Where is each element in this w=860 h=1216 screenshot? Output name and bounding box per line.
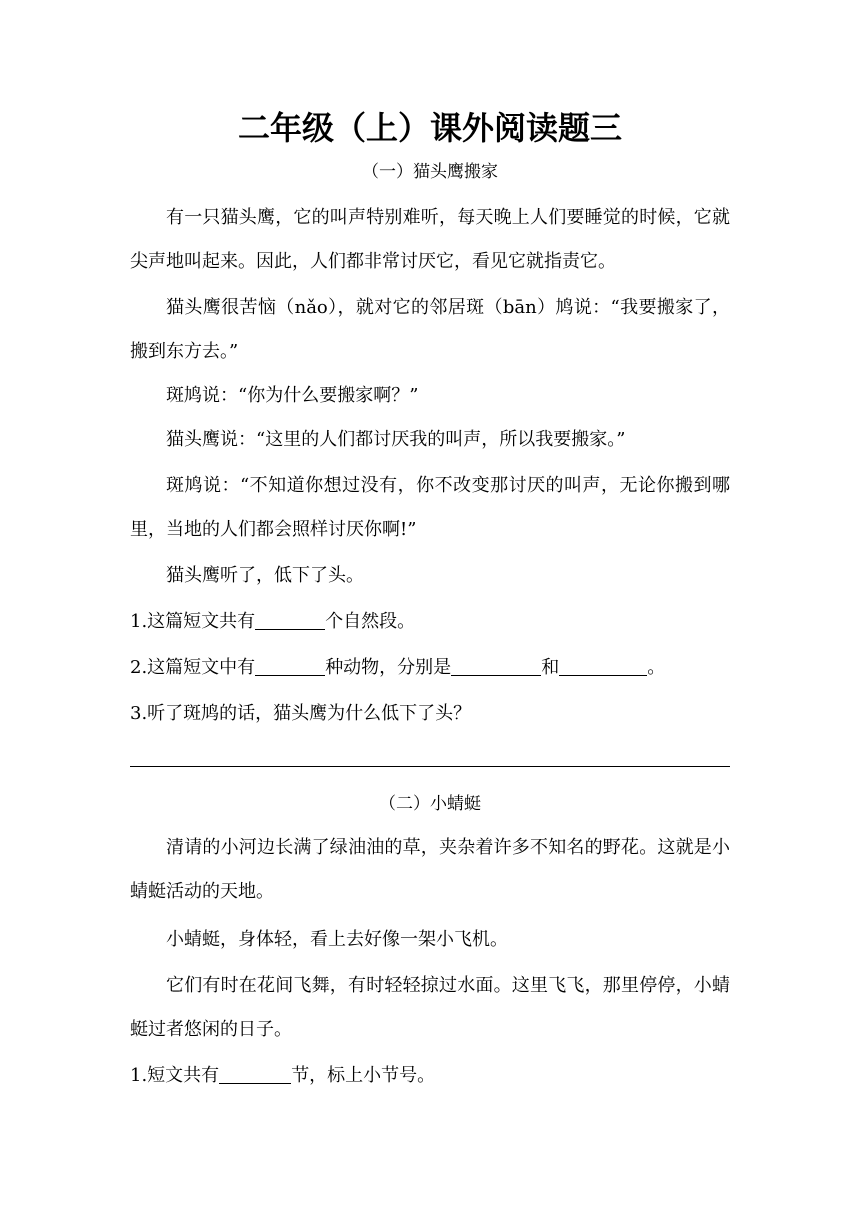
section-1-question-1 bbox=[130, 608, 730, 636]
question-text: 1.这篇短文共有 bbox=[130, 611, 256, 632]
answer-blank[interactable] bbox=[255, 609, 325, 630]
section-1-paragraph-6: 猫头鹰听了，低下了头。 bbox=[166, 565, 364, 586]
section-2-paragraph-2: 小蜻蜓，身体轻，看上去好像一架小飞机。 bbox=[166, 929, 508, 950]
answer-blank[interactable] bbox=[451, 655, 541, 676]
question-text: 。 bbox=[647, 657, 666, 678]
section-1-heading: （一）猫头鹰搬家 bbox=[362, 162, 498, 182]
question-text: 2.这篇短文中有 bbox=[130, 657, 256, 678]
section-2-question-1 bbox=[130, 1062, 730, 1090]
question-text: 种动物，分别是 bbox=[325, 657, 452, 678]
answer-blank[interactable] bbox=[559, 655, 647, 676]
question-text: 和 bbox=[541, 657, 560, 678]
page-title: 二年级（上）课外阅读题三 bbox=[237, 109, 622, 147]
section-1-question-3: 3.听了斑鸠的话，猫头鹰为什么低下了头？ bbox=[130, 703, 472, 724]
answer-line[interactable] bbox=[130, 766, 730, 767]
section-2-paragraph-1: 清请的小河边长满了绿油油的草，夹杂着许多不知名的野花。这就是小蜻蜓活动的天地。 bbox=[130, 837, 730, 902]
question-text: 1.短文共有 bbox=[130, 1065, 220, 1086]
section-1-paragraph-3: 斑鸠说：“你为什么要搬家啊？” bbox=[166, 385, 419, 406]
answer-blank[interactable] bbox=[255, 655, 325, 676]
section-1-paragraph-2: 猫头鹰很苦恼（nǎo），就对它的邻居斑（bān）鸠说：“我要搬家了，搬到东方去。” bbox=[130, 297, 730, 362]
section-1-question-2 bbox=[130, 654, 730, 682]
answer-blank[interactable] bbox=[219, 1063, 291, 1084]
section-1-paragraph-5: 斑鸠说：“不知道你想过没有，你不改变那讨厌的叫声，无论你搬到哪里，当地的人们都会照样讨厌你啊!” bbox=[130, 475, 730, 540]
question-text: 个自然段。 bbox=[325, 611, 416, 632]
section-1-paragraph-1: 有一只猫头鹰，它的叫声特别难听，每天晚上人们要睡觉的时候，它就尖声地叫起来。因此，人们都非常讨厌它，看见它就指责它。 bbox=[130, 207, 730, 272]
section-2-heading: （二）小蜻蜓 bbox=[379, 794, 481, 814]
section-2-paragraph-3: 它们有时在花间飞舞，有时轻轻掠过水面。这里飞飞，那里停停，小蜻蜓过者悠闲的日子。 bbox=[130, 975, 730, 1040]
section-1-paragraph-4: 猫头鹰说：“这里的人们都讨厌我的叫声，所以我要搬家。” bbox=[166, 429, 626, 450]
question-text: 节，标上小节号。 bbox=[291, 1065, 436, 1086]
